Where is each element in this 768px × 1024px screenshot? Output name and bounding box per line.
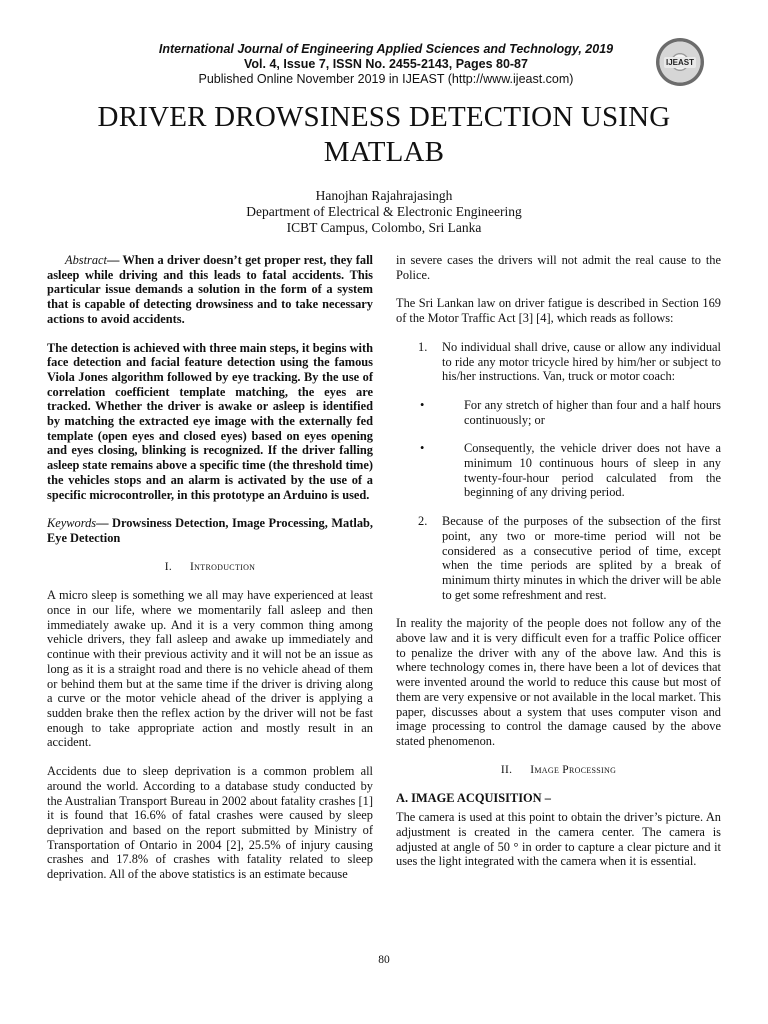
abstract-paragraph-1 [47,253,373,327]
bullet-mark: • [420,441,425,456]
intro-paragraph-2: Accidents due to sleep deprivation is a common problem all around the world. According to a database study conducted by the Australian Transport Bureau in 2002 about fatality crashes [1] it is found that 16.6% of fatal crashes were caused by sleep deprivation and based on the report submitted by Ministry of Transportation of Ontario in 2004 [2], 25.5% of injury causing crashes and 17.8% of crashes with fatality related to sleep deprivation. All of the above statistics is an estimate because [47,764,373,882]
section-title: Introduction [190,560,256,573]
subsection-heading-image-acquisition: A. IMAGE ACQUISITION – [396,791,551,806]
section-heading-introduction [47,560,373,575]
author-campus: ICBT Campus, Colombo, Sri Lanka [286,220,482,235]
author-name: Hanojhan Rajahrajasingh [315,188,453,203]
keywords-label: Keywords [47,516,97,531]
list-item-text: Because of the purposes of the subsection of the first point, any two or more-time period will not be considered as a consecutive period of time, except when the time periods are splited by a break of minimum thirty minutes in which the driver will be able to get some refreshment and rest. [442,514,721,602]
bullet-item-2 [396,441,721,500]
paragraph-police: in severe cases the drivers will not admit the real cause to the Police. [396,253,721,282]
section-number: I. [164,560,173,573]
journal-name: International Journal of Engineering Applied Sciences and Technology, 2019 [158,42,614,56]
list-number: 1. [418,339,428,354]
section-title: Image Processing [530,763,617,776]
abstract-paragraph-2: The detection is achieved with three main steps, it begins with face detection and facial feature detection using the famous Viola Jones algorithm followed by eye tracking. By the use of correlation coefficient template matching, the eyes are tracked. Whether the driver is awake or asleep is identified by matching the extracted eye image with the externally fed template (open eyes and closed eyes) based on eyes opening and eyes closing, blinking is recognized. If the driver falling asleep state remains above a specific time (the threshold time) the vehicles stops and an alarm is activated by the use of a specific microcontroller, in this prototype an Arduino is used. [47,340,373,502]
list-item-1 [396,340,721,384]
left-column [47,253,373,896]
bullet-item-1 [396,398,721,427]
intro-paragraph-1: A micro sleep is something we all may have experienced at least once in our life, where we momentarily fall asleep and then immediately awake up. And it is a very common thing among vehicle drivers, they fall asleep and awake up immediately and continue with their previous activity and it will not be an issue as long as it is a straight road and there is no vehicle ahead of them or behind them but at the same time if the driver is driving along a curve or the motor vehicle ahead of the driver is applying a sudden brake then the reflex action by the driver will not be fast enough to take appropriate action and mostly result in an accident. [47,588,373,750]
list-item-2 [396,514,721,602]
bullet-text: For any stretch of higher than four and a half hours continuously; or [464,397,721,427]
right-column [396,253,721,883]
bullet-text: Consequently, the vehicle driver does not have a minimum 10 continuous hours of sleep in any twenty-four-hour period calculated from the beginning of any driving period. [464,441,721,500]
paper-title: DRIVER DROWSINESS DETECTION USING MATLAB [97,101,671,168]
journal-volume: Vol. 4, Issue 7, ISSN No. 2455-2143, Pages 80-87 [244,57,528,71]
bullet-mark: • [420,397,425,412]
keywords-text: — Drowsiness Detection, Image Processing, Matlab, Eye Detection [47,516,373,545]
section-heading-image-processing [396,763,721,778]
logo-text: IJEAST [665,57,694,67]
paragraph-camera: The camera is used at this point to obtain the driver’s picture. An adjustment is created in the camera center. The camera is adjusted at angle of 50 ° in order to capture a clear picture and it uses the light integrated with the camera when it is essential. [396,810,721,869]
journal-header [120,42,652,87]
section-number: II. [500,763,513,776]
keywords [47,516,373,545]
ijeast-logo [656,38,704,86]
paragraph-law: The Sri Lankan law on driver fatigue is described in Section 169 of the Motor Traffic Act [3] [4], which reads as follows: [396,296,721,326]
list-number: 2. [418,514,428,529]
abstract-text-1: — When a driver doesn’t get proper rest, they fall asleep while driving and this leads to fatal accidents. This particular issue demands a solution in the form of a system that is capable of detecting drowsiness and to take necessary actions to avoid accidents. [47,253,373,326]
page-number: 80 [378,954,390,966]
journal-published: Published Online November 2019 in IJEAST (http://www.ijeast.com) [198,72,574,86]
author-block [150,188,618,236]
author-department: Department of Electrical & Electronic Engineering [246,204,522,219]
paragraph-reality: In reality the majority of the people does not follow any of the above law and it is very difficult even for a traffic Police officer to penalize the driver with any of the above law. And this is where technology comes in, there have been a lot of devices that were invented around the world to reduce this cause but most of them are very expensive or not available in the local market. This paper, discusses about a system that uses computer vison and image processing to control the damage caused by the above stated phenomenon. [396,616,721,748]
abstract-label: Abstract [65,253,107,267]
list-item-text: No individual shall drive, cause or allow any individual to ride any motor tricycle hired by him/her or subject to his/her instructions. Van, truck or motor coach: [442,339,721,384]
